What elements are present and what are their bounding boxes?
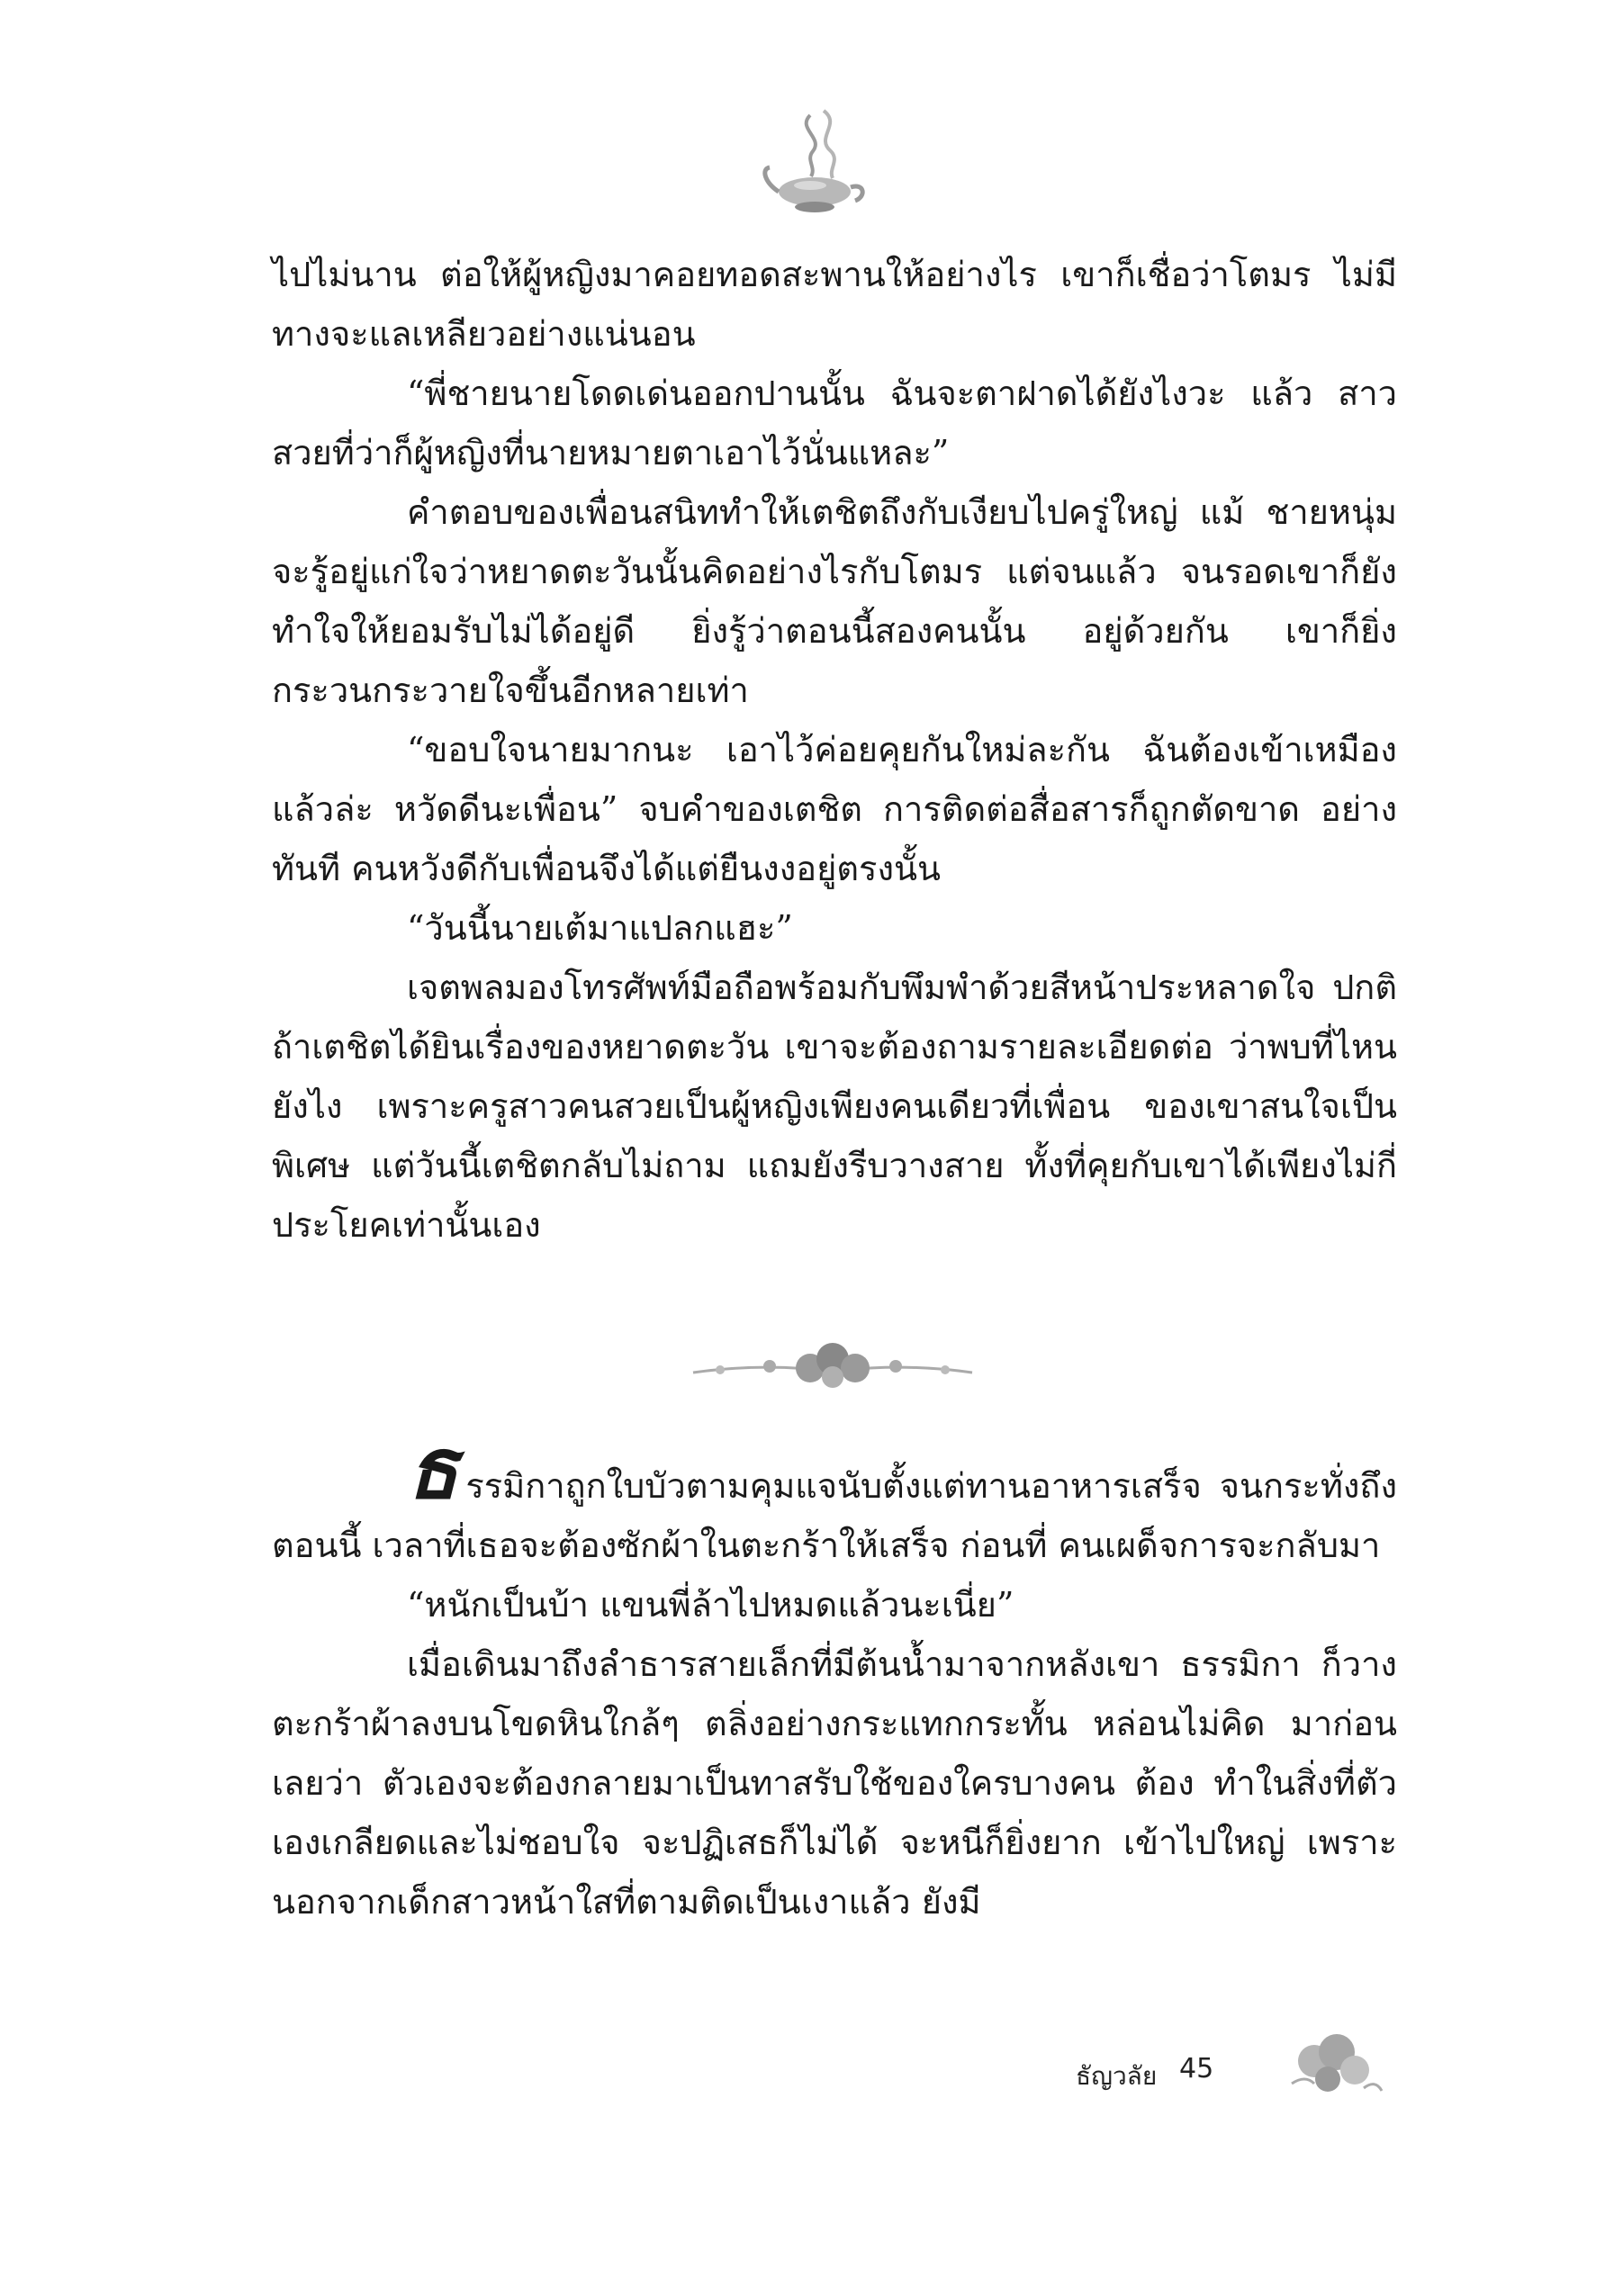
text-block-2 — [272, 1420, 1397, 1931]
paragraph: “หนักเป็นบ้า แขนพี่ล้าไปหมดแล้วนะเนี่ย” — [407, 1585, 1014, 1625]
paragraph: ไปไม่นาน ต่อให้ผู้หญิงมาคอยทอดสะพานให้อย่างไร เขาก็เชื่อว่าโตมร ไม่มีทางจะแลเหลียวอย่างแน่นอน — [272, 255, 1397, 354]
text-block-1 — [272, 245, 1397, 1255]
flower-bouquet-icon — [1278, 2021, 1386, 2111]
floral-divider-icon — [684, 1332, 981, 1404]
page-number: 45 — [1179, 2053, 1214, 2084]
paragraph: เจตพลมองโทรศัพท์มือถือพร้อมกับพึมพำด้วยสีหน้าประหลาดใจ ปกติถ้าเตชิตได้ยินเรื่องของหยาดตะวัน เขาจะต้องถามรายละเอียดต่อ ว่าพบที่ไหนยังไง เพราะครูสาวคนสวยเป็นผู้หญิงเพียงคนเดียวที่เพื่อน ของเขาสนใจเป็นพิเศษ แต่วันนี้เตชิตกลับไม่ถาม แถมยังรีบวางสาย ทั้งที่คุยกับเขาได้เพียงไม่กี่ประโยคเท่านั้นเอง — [272, 968, 1397, 1245]
drop-cap: ธ — [407, 1420, 459, 1518]
book-title: ธัญวลัย — [1076, 2061, 1158, 2091]
teapot-lamp-icon — [761, 97, 869, 232]
paragraph: เมื่อเดินมาถึงลำธารสายเล็กที่มีต้นน้ำมาจากหลังเขา ธรรมิกา ก็วางตะกร้าผ้าลงบนโขดหินใกล้ๆ ตลิ่งอย่างกระแทกกระทั้น หล่อนไม่คิด มาก่อนเลยว่า ตัวเองจะต้องกลายมาเป็นทาสรับใช้ของใครบางคน ต้อง ทำในสิ่งที่ตัวเองเกลียดและไม่ชอบใจ จะปฏิเสธก็ไม่ได้ จะหนีก็ยิ่งยาก เข้าไปใหญ่ เพราะนอกจากเด็กสาวหน้าใสที่ตามติดเป็นเงาแล้ว ยังมี — [272, 1644, 1397, 1922]
paragraph: “วันนี้นายเต้มาแปลกแฮะ” — [407, 908, 793, 948]
paragraph: คำตอบของเพื่อนสนิททำให้เตชิตถึงกับเงียบไปครู่ใหญ่ แม้ ชายหนุ่มจะรู้อยู่แก่ใจว่าหยาดตะวันนั้นคิดอย่างไรกับโตมร แต่จนแล้ว จนรอดเขาก็ยังทำใจให้ยอมรับไม่ได้อยู่ดี ยิ่งรู้ว่าตอนนี้สองคนนั้น อยู่ด้วยกัน เขาก็ยิ่งกระวนกระวายใจขึ้นอีกหลายเท่า — [272, 492, 1397, 710]
paragraph-first — [272, 1420, 1397, 1575]
paragraph: “ขอบใจนายมากนะ เอาไว้ค่อยคุยกันใหม่ละกัน ฉันต้องเข้าเหมือง แล้วล่ะ หวัดดีนะเพื่อน” จบคำของเตชิต การติดต่อสื่อสารก็ถูกตัดขาด อย่างทันที คนหวังดีกับเพื่อนจึงได้แต่ยืนงงอยู่ตรงนั้น — [272, 730, 1397, 888]
paragraph-first-text: รรมิกาถูกใบบัวตามคุมแจนับตั้งแต่ทานอาหารเสร็จ จนกระทั่งถึงตอนนี้ เวลาที่เธอจะต้องซักผ้าในตะกร้าให้เสร็จ ก่อนที่ คนเผด็จการจะกลับมา — [272, 1466, 1397, 1565]
paragraph: “พี่ชายนายโดดเด่นออกปานนั้น ฉันจะตาฝาดได้ยังไงวะ แล้ว สาวสวยที่ว่าก็ผู้หญิงที่นายหมายตาเอาไว้นั่นแหละ” — [272, 374, 1397, 473]
